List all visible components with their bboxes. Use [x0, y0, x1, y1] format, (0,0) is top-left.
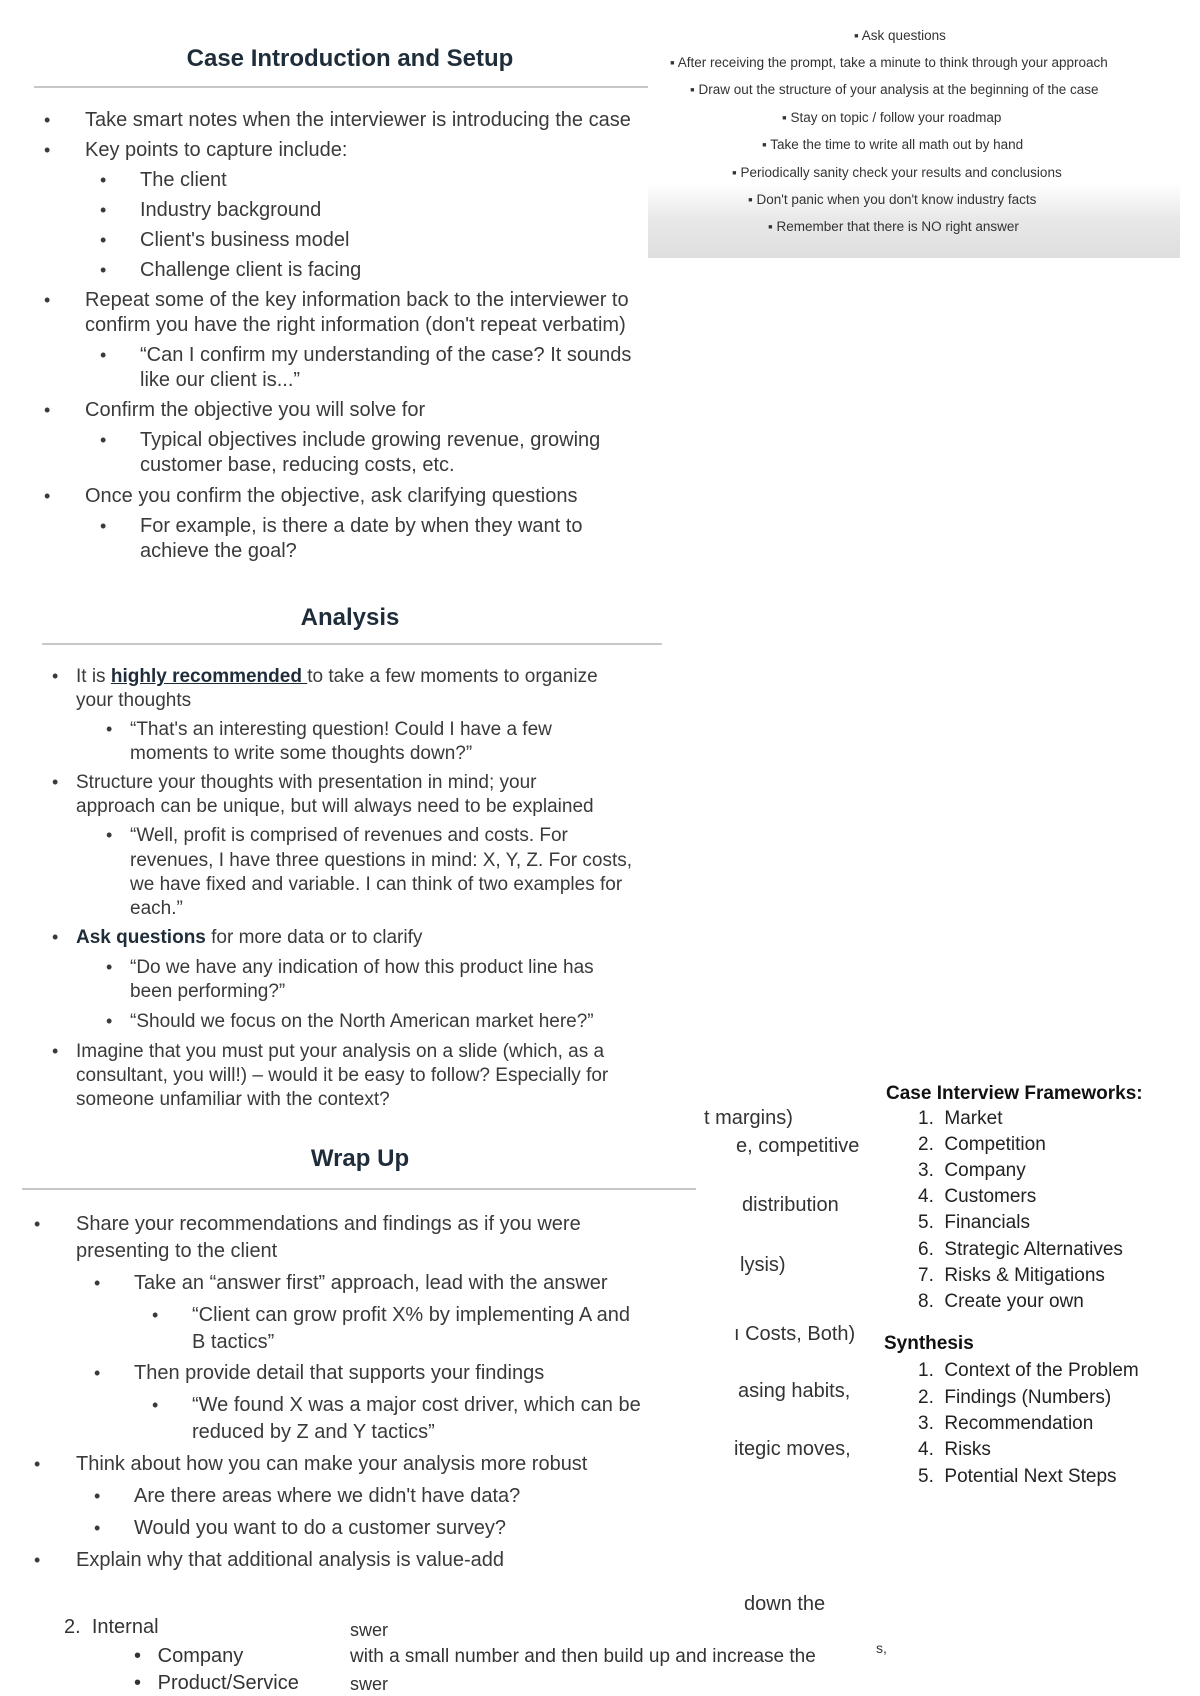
- framework-item: 4. Customers: [918, 1186, 1037, 1207]
- analysis-line: Structure your thoughts with presentation in mind; your: [76, 772, 537, 793]
- analysis-line: we have fixed and variable. I can think of two examples for: [130, 874, 623, 895]
- company-label: • Company: [134, 1645, 244, 1667]
- analysis-line: “Should we focus on the North American market here?”: [130, 1011, 594, 1032]
- fragment-text: with a small number and then build up and increase the: [350, 1646, 816, 1667]
- bullet: •: [52, 927, 59, 947]
- analysis-line: approach can be unique, but will always need to be explained: [76, 796, 594, 817]
- analysis-line: Ask questions for more data or to clarify: [76, 927, 423, 948]
- wrap-line: Take an “answer first” approach, lead with the answer: [134, 1272, 608, 1294]
- wrap-line: presenting to the client: [76, 1240, 278, 1262]
- tip-item: ▪ Remember that there is NO right answer: [768, 219, 1019, 234]
- analysis-line: “That's an interesting question! Could I have a few: [130, 719, 552, 740]
- bullet: •: [100, 170, 107, 190]
- bullet: •: [94, 1363, 101, 1383]
- tip-item: ▪ Periodically sanity check your results and conclusions: [732, 165, 1062, 180]
- tip-item: ▪ Take the time to write all math out by hand: [762, 137, 1024, 152]
- tip-item: ▪ Draw out the structure of your analysis at the beginning of the case: [690, 82, 1099, 97]
- fragment-text: asing habits,: [738, 1380, 851, 1402]
- wrap-line: Explain why that additional analysis is value-add: [76, 1549, 505, 1571]
- framework-item: 7. Risks & Mitigations: [918, 1265, 1105, 1286]
- intro-line: Take smart notes when the interviewer is introducing the case: [85, 109, 631, 131]
- tip-item: ▪ Don't panic when you don't know industry facts: [748, 192, 1037, 207]
- fragment-text: distribution: [742, 1194, 839, 1216]
- analysis-line: “Do we have any indication of how this product line has: [130, 957, 594, 978]
- intro-line: The client: [140, 169, 227, 191]
- bullet: •: [94, 1486, 101, 1506]
- intro-divider: [34, 86, 648, 88]
- fragment-text: itegic moves,: [734, 1438, 851, 1460]
- intro-line: Once you confirm the objective, ask clarifying questions: [85, 485, 578, 507]
- bullet: •: [52, 772, 59, 792]
- bullet: •: [34, 1550, 41, 1570]
- analysis-title: Analysis: [300, 604, 400, 631]
- wrap-line: reduced by Z and Y tactics”: [192, 1421, 435, 1443]
- synthesis-item: 4. Risks: [918, 1439, 991, 1460]
- framework-item: 2. Competition: [918, 1134, 1046, 1155]
- wrap-line: B tactics”: [192, 1331, 275, 1353]
- bullet: •: [44, 290, 51, 310]
- synthesis-item: 5. Potential Next Steps: [918, 1466, 1117, 1487]
- wrap-line: Then provide detail that supports your findings: [134, 1362, 545, 1384]
- analysis-line: It is highly recommended to take a few moments to organize: [76, 666, 598, 687]
- wrap-line: Are there areas where we didn't have data?: [134, 1485, 521, 1507]
- analysis-line: “Well, profit is comprised of revenues and costs. For: [130, 825, 568, 846]
- analysis-line: each.”: [130, 898, 183, 919]
- framework-item: 5. Financials: [918, 1212, 1030, 1233]
- frameworks-title: Case Interview Frameworks:: [886, 1083, 1143, 1104]
- framework-item: 3. Company: [918, 1160, 1026, 1181]
- intro-title: Case Introduction and Setup: [186, 45, 514, 72]
- bullet: •: [44, 140, 51, 160]
- intro-line: customer base, reducing costs, etc.: [140, 454, 455, 476]
- bullet: •: [44, 400, 51, 420]
- framework-item: 8. Create your own: [918, 1291, 1084, 1312]
- fragment-text: ı Costs, Both): [734, 1323, 856, 1345]
- analysis-line: Imagine that you must put your analysis on a slide (which, as a: [76, 1041, 605, 1062]
- bullet: •: [152, 1395, 159, 1415]
- wrap-line: Would you want to do a customer survey?: [134, 1517, 507, 1539]
- analysis-line: your thoughts: [76, 690, 192, 711]
- tip-item: ▪ Ask questions: [854, 28, 946, 43]
- intro-line: confirm you have the right information (don't repeat verbatim): [85, 314, 626, 336]
- fragment-text: swer: [350, 1674, 389, 1694]
- bullet: •: [106, 1011, 113, 1031]
- product-label: • Product/Service: [134, 1672, 299, 1694]
- bullet: •: [100, 260, 107, 280]
- wrap-divider: [22, 1188, 696, 1190]
- bullet: •: [34, 1454, 41, 1474]
- analysis-line: someone unfamiliar with the context?: [76, 1089, 390, 1110]
- analysis-line: consultant, you will!) – would it be easy to follow? Especially for: [76, 1065, 609, 1086]
- bullet: •: [100, 345, 107, 365]
- bullet: •: [152, 1305, 159, 1325]
- bullet: •: [100, 516, 107, 536]
- intro-line: achieve the goal?: [140, 540, 297, 562]
- bullet: •: [106, 825, 113, 845]
- intro-line: like our client is...”: [140, 369, 301, 391]
- intro-line: Challenge client is facing: [140, 259, 362, 281]
- bullet: •: [44, 486, 51, 506]
- wrap-line: “Client can grow profit X% by implementing A and: [192, 1304, 630, 1326]
- framework-item: 1. Market: [918, 1108, 1003, 1129]
- synthesis-item: 2. Findings (Numbers): [918, 1387, 1112, 1408]
- analysis-line: revenues, I have three questions in mind: X, Y, Z. For costs,: [130, 850, 632, 871]
- synthesis-item: 3. Recommendation: [918, 1413, 1094, 1434]
- tip-item: ▪ Stay on topic / follow your roadmap: [782, 110, 1002, 125]
- synthesis-title: Synthesis: [884, 1333, 974, 1354]
- wrap-line: Share your recommendations and findings as if you were: [76, 1213, 581, 1235]
- wrap-line: “We found X was a major cost driver, which can be: [192, 1394, 641, 1416]
- intro-line: Industry background: [140, 199, 322, 221]
- fragment-text: down the: [744, 1593, 826, 1615]
- fragment-text: e, competitive: [736, 1135, 860, 1157]
- bullet: •: [100, 200, 107, 220]
- fragment-text: swer: [350, 1620, 389, 1640]
- analysis-divider: [42, 643, 662, 645]
- bullet: •: [94, 1518, 101, 1538]
- fragment-text: t margins): [704, 1107, 793, 1129]
- analysis-line: been performing?”: [130, 981, 286, 1002]
- bullet: •: [106, 719, 113, 739]
- intro-line: Confirm the objective you will solve for: [85, 399, 426, 421]
- bullet: •: [52, 666, 59, 686]
- intro-line: Key points to capture include:: [85, 139, 348, 161]
- highly-recommended-emphasis: highly recommended: [110, 666, 308, 687]
- intro-line: “Can I confirm my understanding of the case? It sounds: [140, 344, 632, 366]
- internal-label: 2. Internal: [64, 1616, 159, 1638]
- bullet: •: [106, 957, 113, 977]
- intro-line: Typical objectives include growing revenue, growing: [140, 429, 601, 451]
- bullet: •: [52, 1041, 59, 1061]
- tips-panel: [648, 18, 1180, 258]
- bullet: •: [44, 110, 51, 130]
- tip-item: ▪ After receiving the prompt, take a minute to think through your approach: [670, 55, 1108, 70]
- bullet: •: [94, 1273, 101, 1293]
- bullet: •: [34, 1214, 41, 1234]
- intro-line: For example, is there a date by when they want to: [140, 515, 583, 537]
- intro-line: Repeat some of the key information back to the interviewer to: [85, 289, 629, 311]
- ask-questions-emphasis: Ask questions: [76, 927, 206, 948]
- wrap-title: Wrap Up: [310, 1145, 410, 1172]
- bullet: •: [100, 230, 107, 250]
- synthesis-item: 1. Context of the Problem: [918, 1360, 1139, 1381]
- fragment-text: s,: [876, 1640, 887, 1656]
- analysis-line: moments to write some thoughts down?”: [130, 743, 473, 764]
- bullet: •: [100, 430, 107, 450]
- intro-line: Client's business model: [140, 229, 350, 251]
- framework-item: 6. Strategic Alternatives: [918, 1239, 1123, 1260]
- wrap-line: Think about how you can make your analysis more robust: [76, 1453, 588, 1475]
- fragment-text: lysis): [740, 1254, 786, 1276]
